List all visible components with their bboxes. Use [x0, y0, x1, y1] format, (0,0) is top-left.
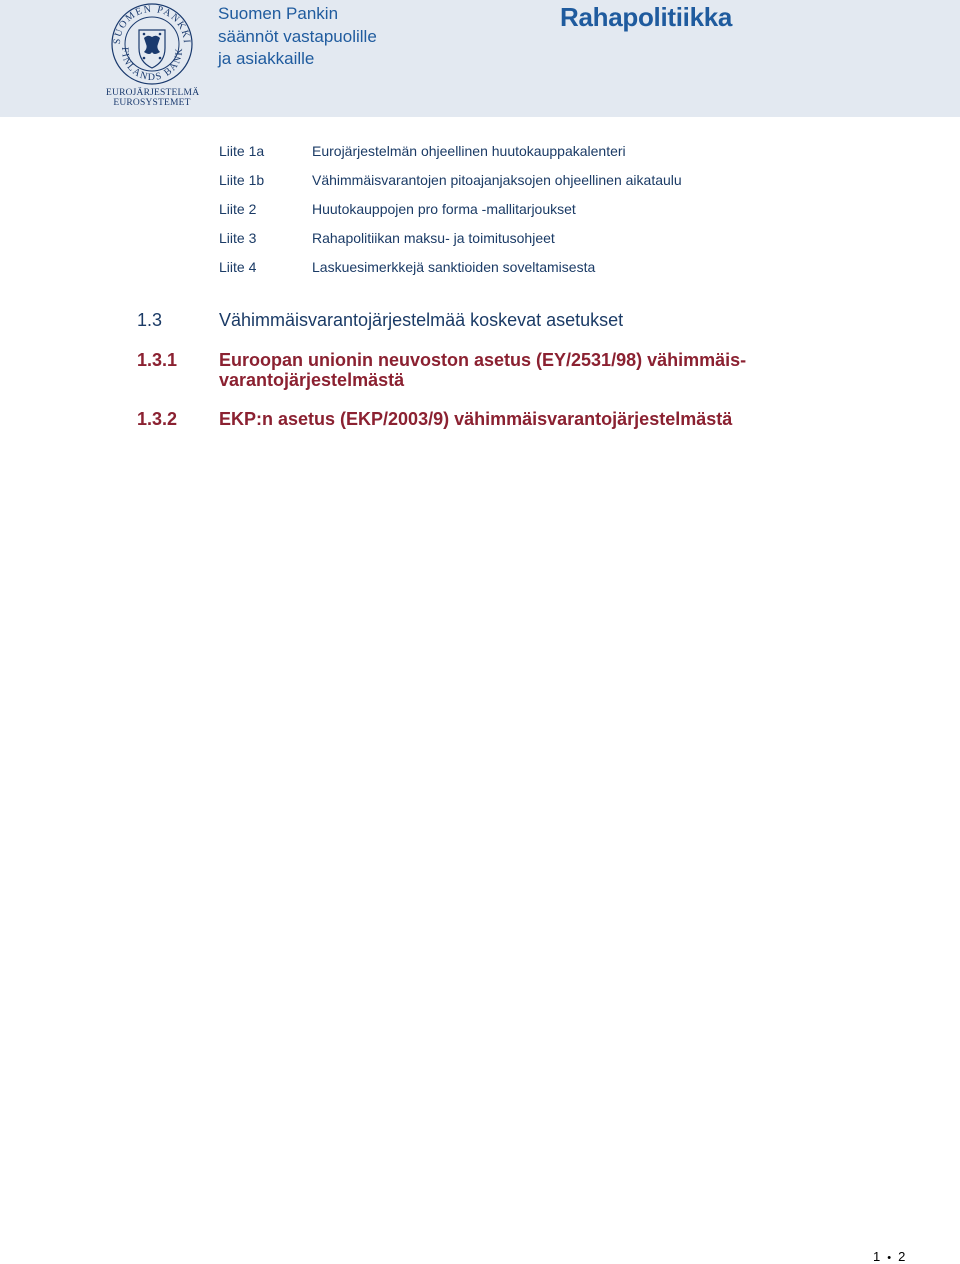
section-title: Vähimmäisvarantojärjestelmää koskevat asetukset — [219, 310, 624, 330]
appendix-label: Liite 4 — [219, 259, 257, 275]
subsection-title — [219, 409, 819, 429]
appendix-label: Liite 1b — [219, 172, 265, 188]
appendix-title: Rahapolitiikan maksu- ja toimitusohjeet — [312, 230, 555, 246]
page-separator: • — [887, 1252, 892, 1264]
appendix-title: Vähimmäisvarantojen pitoajanjaksojen ohjeellinen aikataulu — [312, 172, 682, 188]
appendix-title: Huutokauppojen pro forma -mallitarjoukset — [312, 201, 576, 217]
subsection-title-line: varantojärjestelmästä — [219, 370, 405, 390]
appendix-title: Laskuesimerkkejä sanktioiden soveltamisesta — [312, 259, 596, 275]
page-title: Rahapolitiikka — [560, 2, 733, 32]
appendix-label: Liite 3 — [219, 230, 257, 246]
appendix-title: Eurojärjestelmän ohjeellinen huutokauppakalenteri — [312, 143, 626, 159]
subsection-title-line: Euroopan unionin neuvoston asetus (EY/2531/98) vähimmäis- — [219, 350, 747, 370]
org-title-line: säännöt vastapuolille — [218, 26, 377, 46]
subsection-number: 1.3.1 — [137, 350, 178, 370]
appendix-label: Liite 1a — [219, 143, 265, 159]
svg-text:SUOMEN PANKKI: SUOMEN PANKKI — [111, 3, 193, 45]
logo-text-eurosystemet: EUROSYSTEMET — [113, 98, 191, 108]
page-total: 2 — [898, 1249, 906, 1264]
svg-text:FINLANDS BANK: FINLANDS BANK — [118, 46, 186, 84]
section-number: 1.3 — [137, 310, 163, 330]
subsection-title — [219, 350, 819, 390]
logo-text-eurojarjestelma: EUROJÄRJESTELMÄ — [106, 88, 200, 98]
org-title-line: Suomen Pankin — [218, 4, 339, 23]
bank-logo — [106, 0, 198, 110]
subsection-number: 1.3.2 — [137, 409, 178, 429]
org-title-line: ja asiakkaille — [218, 49, 315, 68]
bank-seal-icon — [106, 0, 198, 86]
subsection-title-line: EKP:n asetus (EKP/2003/9) vähimmäisvarantojärjestelmästä — [219, 409, 733, 429]
document-org-title — [218, 3, 377, 71]
page-current: 1 — [873, 1249, 881, 1264]
page-header — [0, 0, 960, 117]
page-number — [873, 1249, 905, 1264]
appendix-label: Liite 2 — [219, 201, 257, 217]
